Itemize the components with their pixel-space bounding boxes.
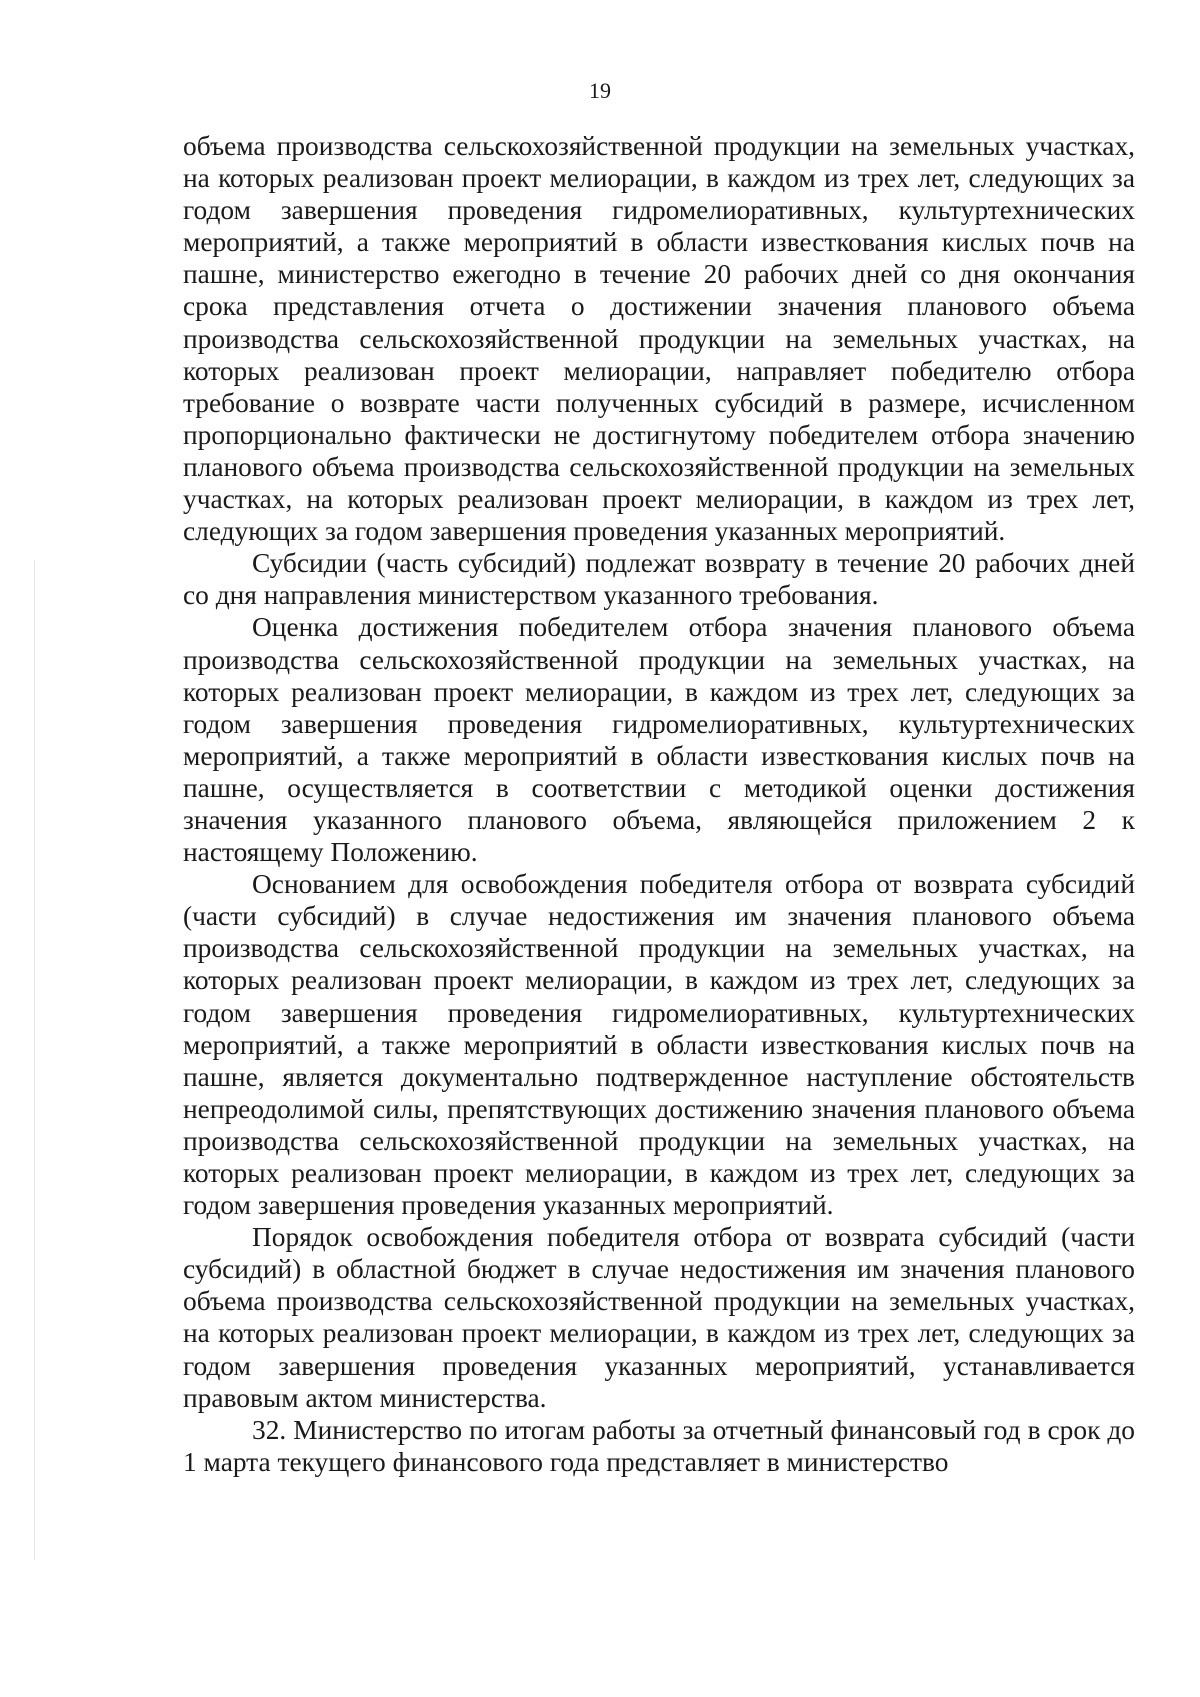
document-body bbox=[183, 130, 1135, 1478]
paragraph-achievement-assessment: Оценка достижения победителем отбора значения планового объема производства сельскохозяйственной продукции на земельных участках, на которых реализован проект мелиорации, в каждом из трех лет, следующих за годом завершения проведения гидромелиоративных, культуртехнических мероприятий, а также мероприятий в области известкования кислых почв на пашне, осуществляется в соответствии с методикой оценки достижения значения указанного планового объема, являющейся приложением 2 к настоящему Положению. bbox=[183, 612, 1135, 868]
paragraph-release-procedure: Порядок освобождения победителя отбора от возврата субсидий (части субсидий) в областной бюджет в случае недостижения им значения планового объема производства сельскохозяйственной продукции на земельных участках, на которых реализован проект мелиорации, в каждом из трех лет, следующих за годом завершения проведения указанных мероприятий, устанавливается правовым актом министерства. bbox=[183, 1222, 1135, 1413]
scan-edge-artifact bbox=[34, 560, 35, 1560]
paragraph-item-32: 32. Министерство по итогам работы за отчетный финансовый год в срок до 1 марта текущего финансового года представляет в министерство bbox=[183, 1414, 1135, 1477]
paragraph-release-grounds: Основанием для освобождения победителя отбора от возврата субсидий (части субсидий) в случае недостижения им значения планового объема производства сельскохозяйственной продукции на земельных участках, на которых реализован проект мелиорации, в каждом из трех лет, следующих за годом завершения проведения гидромелиоративных, культуртехнических мероприятий, а также мероприятий в области известкования кислых почв на пашне, является документально подтвержденное наступление обстоятельств непреодолимой силы, препятствующих достижению значения планового объема производства сельскохозяйственной продукции на земельных участках, на которых реализован проект мелиорации, в каждом из трех лет, следующих за годом завершения проведения указанных мероприятий. bbox=[183, 869, 1135, 1221]
paragraph-continuation: объема производства сельскохозяйственной продукции на земельных участках, на которых реализован проект мелиорации, в каждом из трех лет, следующих за годом завершения проведения гидромелиоративных, культуртехнических мероприятий, а также мероприятий в области известкования кислых почв на пашне, министерство ежегодно в течение 20 рабочих дней со дня окончания срока представления отчета о достижении значения планового объема производства сельскохозяйственной продукции на земельных участках, на которых реализован проект мелиорации, направляет победителю отбора требование о возврате части полученных субсидий в размере, исчисленном пропорционально фактически не достигнутому победителем отбора значению планового объема производства сельскохозяйственной продукции на земельных участках, на которых реализован проект мелиорации, в каждом из трех лет, следующих за годом завершения проведения указанных мероприятий. bbox=[183, 131, 1135, 547]
page-number: 19 bbox=[589, 78, 611, 103]
paragraph-subsidy-return-term: Субсидии (часть субсидий) подлежат возврату в течение 20 рабочих дней со дня направления министерством указанного требования. bbox=[183, 548, 1135, 611]
